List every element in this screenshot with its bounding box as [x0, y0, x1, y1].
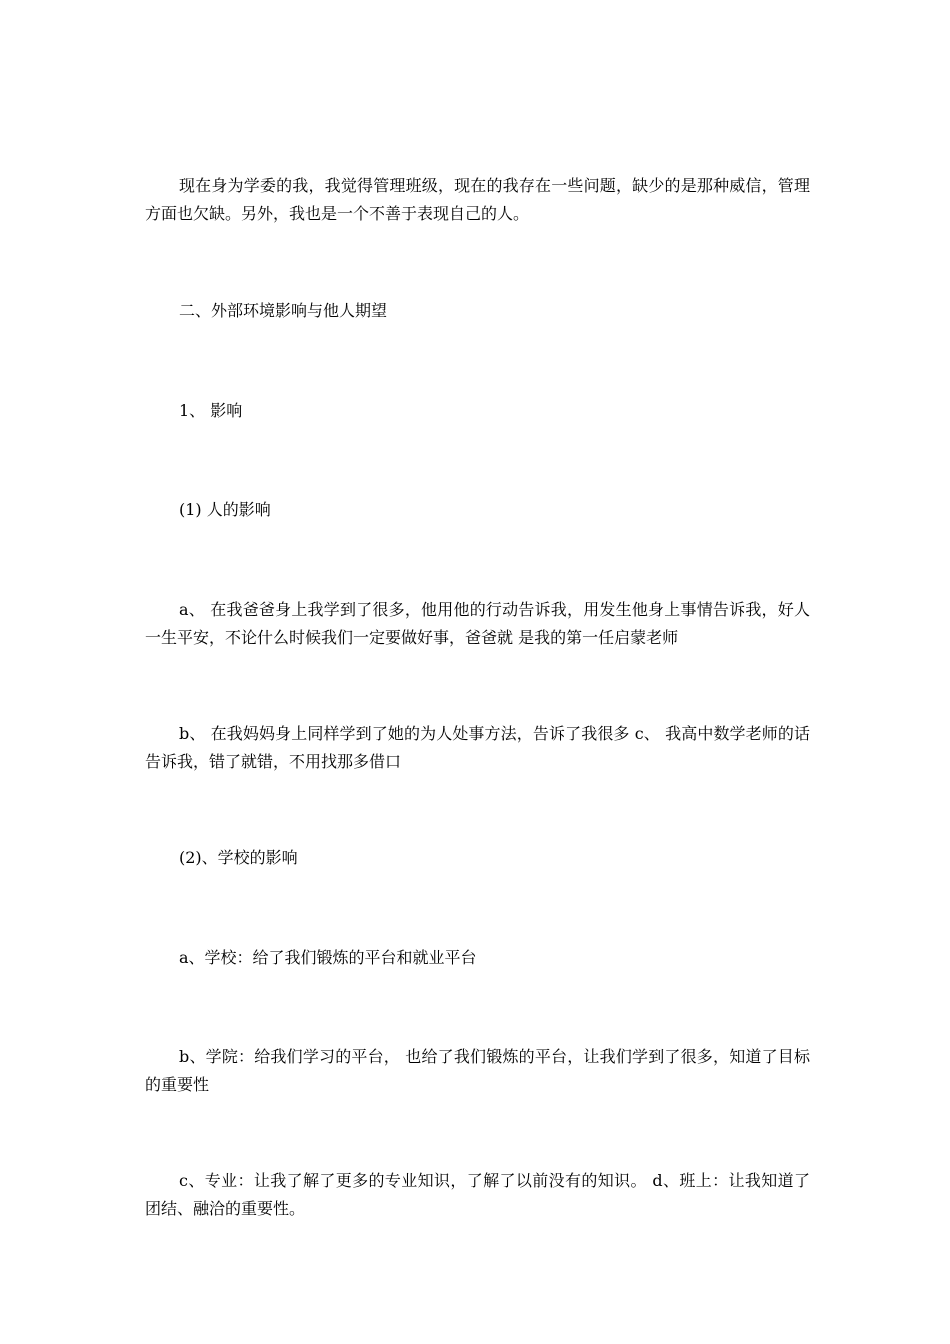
- paragraph-major-class: c、专业：让我了解了更多的专业知识，了解了以前没有的知识。 d、班上：让我知道了团结、融洽的重要性。: [145, 1171, 810, 1218]
- subheading-people-influence: (1) 人的影响: [179, 500, 271, 519]
- subheading-school-influence: (2)、学校的影响: [179, 848, 298, 867]
- paragraph-self-assessment: 现在身为学委的我，我觉得管理班级，现在的我存在一些问题，缺少的是那种威信，管理方面也欠缺。另外，我也是一个不善于表现自己的人。: [145, 176, 810, 223]
- paragraph-college: b、学院：给我们学习的平台， 也给了我们锻炼的平台，让我们学到了很多，知道了目标的重要性: [145, 1047, 810, 1094]
- paragraph-father-influence: a、 在我爸爸身上我学到了很多，他用他的行动告诉我，用发生他身上事情告诉我，好人一生平安，不论什么时候我们一定要做好事，爸爸就 是我的第一任启蒙老师: [145, 600, 810, 647]
- subheading-influence: 1、 影响: [179, 401, 243, 420]
- section-heading-external-environment: 二、外部环境影响与他人期望: [179, 301, 388, 320]
- paragraph-mother-teacher-influence: b、 在我妈妈身上同样学到了她的为人处事方法，告诉了我很多 c、 我高中数学老师的话告诉我，错了就错，不用找那多借口: [145, 724, 810, 771]
- paragraph-school: a、学校：给了我们锻炼的平台和就业平台: [179, 948, 477, 967]
